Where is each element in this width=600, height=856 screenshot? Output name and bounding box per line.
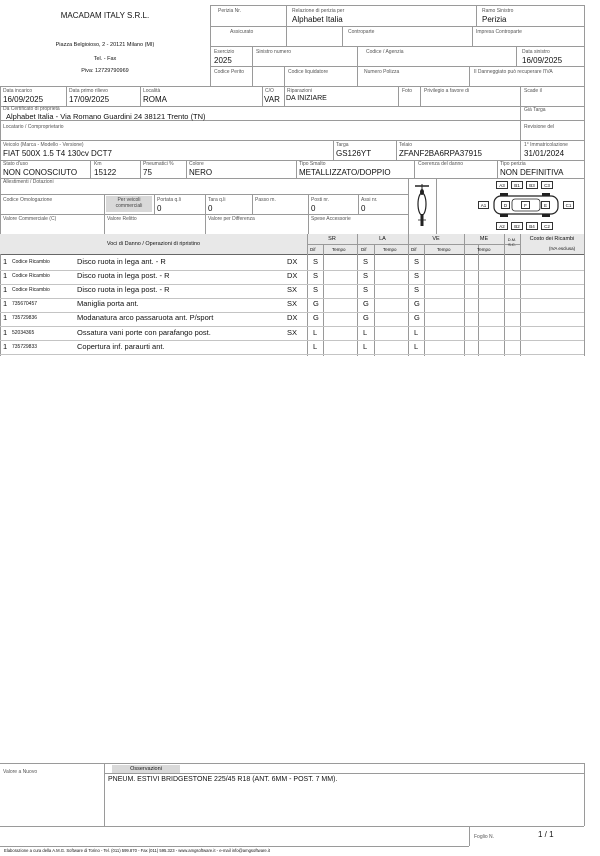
value-localita: ROMA [143,95,167,104]
label-data-incarico: Data incarico [3,88,33,94]
label-km: Km [94,161,102,167]
value-tipo-smalto: METALLIZZATO/DOPPIO [299,168,391,177]
value-telaio: ZFANF2BA6RPA37915 [399,149,483,158]
row-code: 735729833 [12,343,38,350]
zone-a3: A3 [496,181,508,189]
label-passo: Passo m. [255,197,276,203]
zone-b4: B4 [526,222,538,230]
label-codice-liquidatore: Codice liquidatore [288,69,329,75]
label-locatario: Locatario / Comproprietario [3,124,64,130]
row-sr: S [313,285,319,295]
row-qty: 1 [3,271,8,281]
zone-c2: C2 [541,222,553,230]
row-qty: 1 [3,299,8,309]
costo-ricambi-header: Costo dei Ricambi [529,236,575,242]
row-description: Maniglia porta ant. [77,299,139,309]
value-data-primo-rilievo: 17/09/2025 [69,95,110,104]
label-certificato: Da Certificato di proprietà [3,106,60,112]
label-assicurato: Assicurato [230,29,254,35]
row-code: 735670457 [12,301,38,308]
row-qty: 1 [3,313,8,323]
label-riparazioni: Riparazioni [287,88,313,94]
me-header: ME [479,236,489,242]
row-sr: S [313,271,319,281]
row-code-label: Codice Ricambio [12,273,50,280]
row-code: 52034365 [12,329,35,336]
label-telaio: Telaio [399,142,413,148]
row-description: Disco ruota in lega post. - R [77,271,170,281]
osservazioni-label: Osservazioni [130,766,162,772]
la-dif: Dif [361,247,367,252]
label-assi: Assi nr. [361,197,378,203]
row-ve: L [414,341,419,351]
zone-c3: C3 [541,181,553,189]
label-codice-omologazione: Codice Omologazione [3,197,53,203]
row-ve: L [414,327,419,337]
label-valore-a-nuovo: Valore a Nuovo [3,769,38,775]
label-scade-il: Scade il [524,88,542,94]
value-riparazioni: DA INIZIARE [286,95,327,102]
ve-dif: Dif [411,247,417,252]
zone-a1: A1 [478,201,489,209]
row-description: Modanatura arco passaruota ant. P/sport [77,313,214,323]
label-valore-differenza: Valore per Differenza [208,216,255,222]
page-number: 1 / 1 [538,830,554,839]
la-header: LA [379,236,386,242]
row-side: SX [287,327,298,337]
value-certificato: Alphabet Italia - Via Romano Guardini 24 38121 Trento (TN) [6,112,206,121]
value-km: 15122 [94,168,117,177]
zone-b2: B2 [511,222,523,230]
row-code-label: Codice Ricambio [12,259,50,265]
label-allestimenti: Allestimenti / Dotazioni [3,179,54,185]
value-data-incarico: 16/09/2025 [3,95,44,104]
label-codice-perito: Codice Perito [214,69,245,75]
row-ve: S [414,271,420,281]
value-veicolo: FIAT 500X 1.5 T4 130cv DCT7 [3,149,112,158]
label-foglio: Foglio N. [474,834,495,840]
label-valore-relitto: Valore Relitto [107,216,137,222]
ve-header: VE [432,236,440,242]
label-pneumatici: Pneumatici % [143,161,174,167]
value-co: VAR [264,95,280,104]
label-perizia-nr: Perizia Nr. [218,8,242,14]
zone-b3: B3 [526,181,538,189]
value-posti: 0 [311,204,316,213]
company-piva: Piva: 12729790969 [81,68,129,74]
value-immatricolazione: 31/01/2024 [524,149,565,158]
label-valore-commerciale: Valore Commerciale (C) [3,216,57,222]
value-tara: 0 [208,204,213,213]
label-esercizio: Esercizio [214,49,235,55]
zone-d: D [501,201,510,209]
company-address: Piazza Belgioioso, 2 - 20121 Milano (MI) [55,42,155,48]
zone-f: F [521,201,530,209]
la-tempo: Tempo [383,247,397,252]
label-immatricolazione: 1° Immatricolazione [524,142,568,148]
row-description: Copertura inf. paraurti ant. [77,341,165,351]
row-sr: L [313,341,318,351]
label-danneggiato: Il Danneggiato può recuperare l'IVA [474,69,553,75]
label-impresa-controparte: Impresa Controparte [476,29,522,35]
row-divider [0,354,584,355]
row-code-label: Codice Ricambio [12,287,50,294]
label-colore: Colore [189,161,204,167]
dmsc-header: D.M. S.C. [507,237,517,247]
iva-esclusa-header: (IVA esclusa) [548,246,576,251]
row-la: S [363,285,369,295]
value-targa: GS126YT [336,149,372,158]
zone-c1: C1 [563,201,574,209]
label-ramo-sinistro: Ramo Sinistro [482,8,514,14]
row-la: G [363,299,369,309]
row-description: Ossatura vani porte con parafango post. [77,327,211,337]
label-numero-polizza: Numero Polizza [364,69,400,75]
value-portata: 0 [157,204,162,213]
row-side: DX [287,257,298,266]
row-side: SX [287,299,298,309]
row-description: Disco ruota in lega ant. - R [77,257,166,266]
row-ve: G [414,313,420,323]
ve-tempo: Tempo [437,247,451,252]
row-side: DX [287,271,298,281]
row-description: Disco ruota in lega post. - R [77,285,170,295]
row-la: S [363,257,369,266]
label-relazione: Relazione di perizia per [292,8,345,14]
value-colore: NERO [189,168,213,177]
me-tempo: Tempo [477,247,491,252]
row-la: L [363,327,368,337]
label-veicolo: Veicolo (Marca - Modello - Versione) [3,142,84,148]
label-targa: Targa [336,142,349,148]
observations-text: PNEUM. ESTIVI BRIDGESTONE 225/45 R18 (ANT. 6MM - POST. 7 MM). [108,776,338,783]
sr-dif: Dif [310,247,316,252]
label-localita: Località [143,88,161,94]
row-qty: 1 [3,341,8,351]
label-stato-uso: Stato d'uso [3,161,28,167]
row-side: DX [287,313,298,323]
row-ve: G [414,299,420,309]
row-la: L [363,341,368,351]
value-relazione: Alphabet Italia [292,15,343,24]
row-side: SX [287,285,298,295]
row-code: 735729836 [12,315,38,322]
label-gia-targa: Già Targa [524,107,546,113]
row-sr: G [313,299,319,309]
zone-b1: B1 [511,181,523,189]
row-la: G [363,313,369,323]
row-ve: S [414,285,420,295]
label-tipo-perizia: Tipo perizia [500,161,526,167]
value-pneumatici: 75 [143,168,152,177]
row-sr: S [313,257,319,266]
row-qty: 1 [3,285,8,295]
row-sr: G [313,313,319,323]
sr-header: SR [328,236,336,242]
label-tara: Tara q.li [208,197,226,203]
value-tipo-perizia: NON DEFINITIVA [500,168,564,177]
row-sr: L [313,327,318,337]
value-ramo-sinistro: Perizia [482,15,507,24]
label-portata: Portata q.li [157,197,181,203]
label-posti: Posti nr. [311,197,330,203]
value-assi: 0 [361,204,366,213]
value-stato-uso: NON CONOSCIUTO [3,168,78,177]
sr-tempo: Tempo [332,247,346,252]
label-sinistro-numero: Sinistro numero [256,49,292,55]
label-data-sinistro: Data sinistro [522,49,550,55]
company-tel-fax: Tel. - Fax [93,56,117,62]
value-data-sinistro: 16/09/2025 [522,56,563,65]
row-la: S [363,271,369,281]
label-revisione: Revisione del [524,124,555,130]
zone-a2: A2 [496,222,508,230]
label-spese-accessorie: Spese Accessorie [311,216,351,222]
label-data-primo-rilievo: Data primo rilievo [69,88,108,94]
voci-header: Voci di Danno / Operazioni di ripristino [106,241,201,247]
motorcycle-diagram [410,180,434,232]
label-controparte: Controparte [348,29,375,35]
row-qty: 1 [3,327,8,337]
company-name: MACADAM ITALY S.R.L. [60,11,150,20]
value-esercizio: 2025 [214,56,232,65]
label-foto: Foto [402,88,413,94]
label-per-veicoli: Per veicoli commerciali [115,197,143,209]
row-ve: S [414,257,420,266]
row-qty: 1 [3,257,8,266]
footer-text: Elaborazione a cura della A.M.G. Software di Torino - Tel. (011) 599.870 - Fax (011) 595.323 - www.amgsoftware.it - e-mail info@amgsoftware.it [4,848,271,853]
zone-e: E [541,201,550,209]
label-codice-agenzia: Codice / Agenzia [366,49,404,55]
label-privilegio: Privilegio a favore di [424,88,470,94]
label-coerenza: Coerenza del danno [418,161,464,167]
label-co: C/O [265,88,274,94]
label-tipo-smalto: Tipo Smalto [299,161,326,167]
